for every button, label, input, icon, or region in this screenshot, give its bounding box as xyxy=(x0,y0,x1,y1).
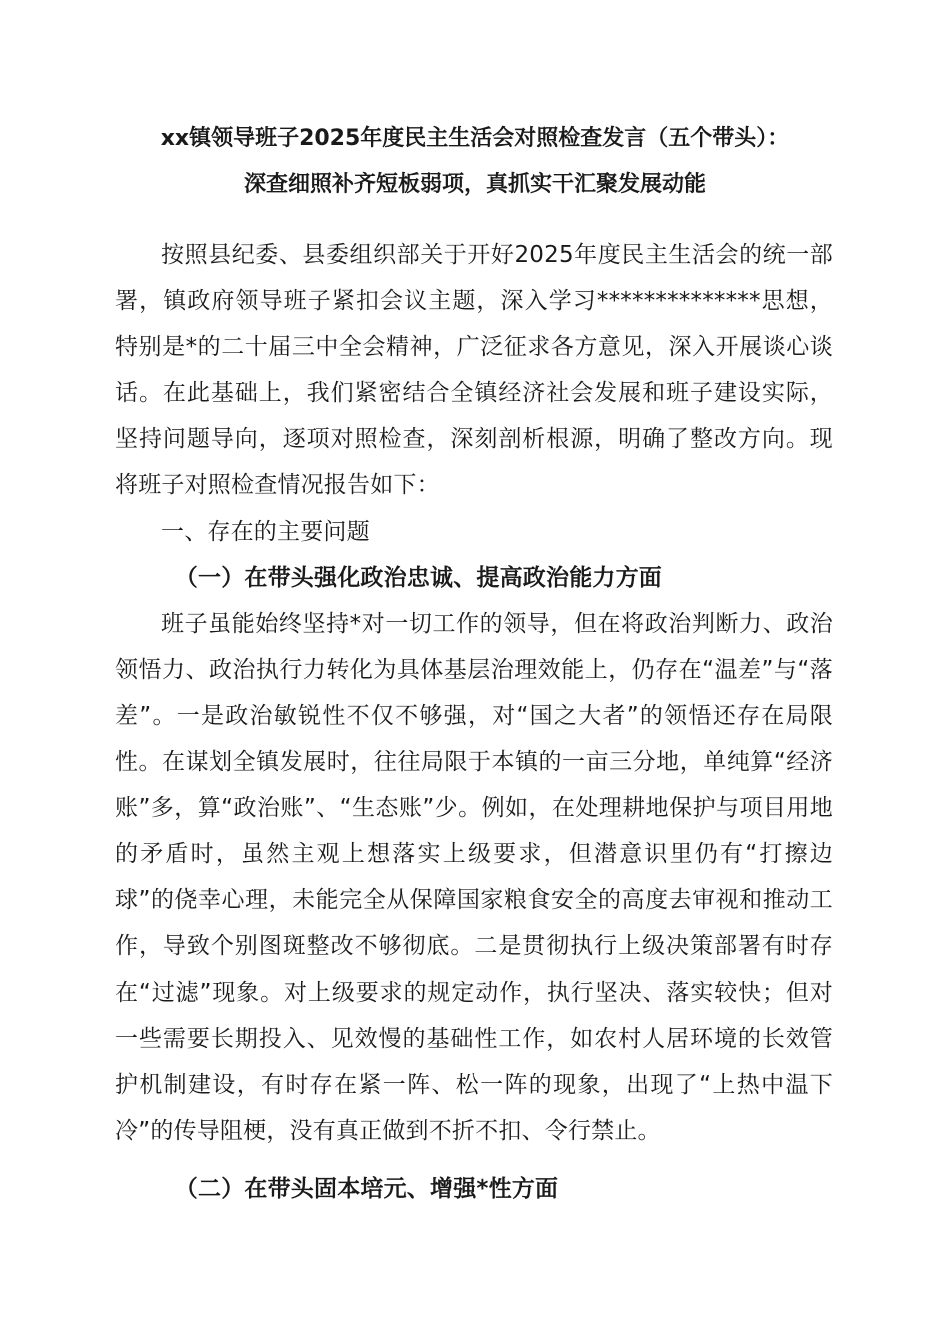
subsection-1-paragraph: 班子虽能始终坚持*对一切工作的领导，但在将政治判断力、政治领悟力、政治执行力转化为具体基层治理效能上，仍存在“温差”与“落差”。一是政治敏锐性不仅不够强，对“国之大者”的领悟还存在局限性。在谋划全镇发展时，往往局限于本镇的一亩三分地，单纯算“经济账”多，算“政治账”、“生态账”少。例如，在处理耕地保护与项目用地的矛盾时，虽然主观上想落实上级要求，但潜意识里仍有“打擦边球”的侥幸心理，未能完全从保障国家粮食安全的高度去审视和推动工作，导致个别图斑整改不够彻底。二是贯彻执行上级决策部署有时存在“过滤”现象。对上级要求的规定动作，执行坚决、落实较快；但对一些需要长期投入、见效慢的基础性工作，如农村人居环境的长效管护机制建设，有时存在紧一阵、松一阵的现象，出现了“上热中温下冷”的传导阻梗，没有真正做到不折不扣、令行禁止。 xyxy=(115,610,833,1144)
document-title-line-2: 深查细照补齐短板弱项，真抓实干汇聚发展动能 xyxy=(243,172,706,197)
document-body xyxy=(115,232,833,1212)
document-title-line-1: xx镇领导班子2025年度民主生活会对照检查发言（五个带头）： xyxy=(160,126,790,151)
subsection-2-heading: （二）在带头固本培元、增强*性方面 xyxy=(174,1175,559,1202)
section-1-heading: 一、存在的主要问题 xyxy=(161,518,370,545)
intro-paragraph: 按照县纪委、县委组织部关于开好2025年度民主生活会的统一部署，镇政府领导班子紧扣会议主题，深入学习**************思想，特别是*的二十届三中全会精神，广泛征求各方意见，深入开展谈心谈话。在此基础上，我们紧密结合全镇经济社会发展和班子建设实际，坚持问题导向，逐项对照检查，深刻剖析根源，明确了整改方向。现将班子对照检查情况报告如下： xyxy=(115,242,833,499)
subsection-1-heading: （一）在带头强化政治忠诚、提高政治能力方面 xyxy=(174,564,662,591)
